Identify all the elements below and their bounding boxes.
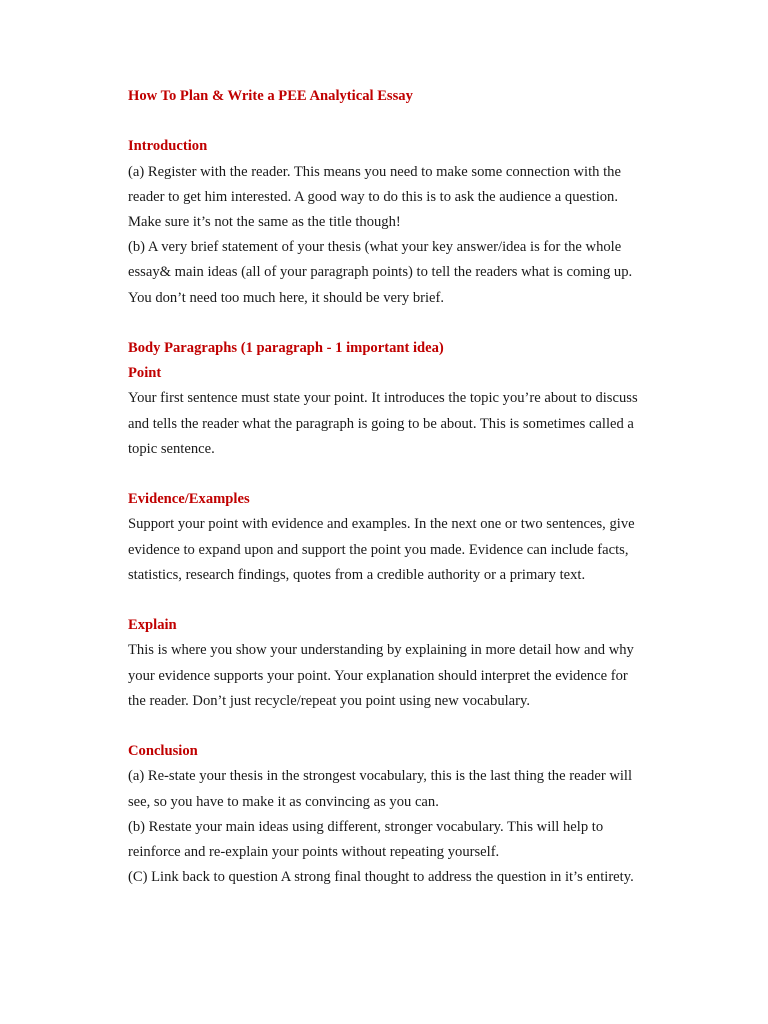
evidence-heading: Evidence/Examples bbox=[128, 491, 250, 508]
conclusion-paragraph-c: (C) Link back to question A strong final thought to address the question in it’s entirety. bbox=[128, 869, 634, 886]
document-title: How To Plan & Write a PEE Analytical Essay bbox=[128, 88, 413, 104]
document-page bbox=[128, 84, 648, 890]
spacer bbox=[128, 714, 648, 739]
evidence-paragraph: Support your point with evidence and examples. In the next one or two sentences, give evidence to expand upon and support the point you made. Evidence can include facts, statistics, research findings, quotes from a credible authority or a primary text. bbox=[128, 516, 635, 583]
point-paragraph: Your first sentence must state your point. It introduces the topic you’re about to discuss and tells the reader what the paragraph is going to be about. This is sometimes called a topic sentence. bbox=[128, 390, 638, 457]
spacer bbox=[128, 588, 648, 613]
introduction-paragraph-a: (a) Register with the reader. This means you need to make some connection with the reader to get him interested. A good way to do this is to ask the audience a question. Make sure it’s not the same as the title though! bbox=[128, 163, 621, 230]
point-heading: Point bbox=[128, 365, 162, 382]
explain-paragraph: This is where you show your understanding by explaining in more detail how and why your evidence supports your point. Your explanation should interpret the evidence for the reader. Don’t just recycle/repeat you point using new vocabulary. bbox=[128, 642, 634, 709]
spacer bbox=[128, 462, 648, 487]
body-paragraphs-heading: Body Paragraphs (1 paragraph - 1 important idea) bbox=[128, 340, 444, 356]
introduction-paragraph-b: (b) A very brief statement of your thesis (what your key answer/idea is for the whole essay& main ideas (all of your paragraph points) to tell the readers what is coming up. You don’t need too much here, it should be very brief. bbox=[128, 239, 633, 306]
conclusion-paragraph-a: (a) Re-state your thesis in the strongest vocabulary, this is the last thing the reader will see, so you have to make it as convincing as you can. bbox=[128, 768, 633, 810]
introduction-heading: Introduction bbox=[128, 138, 208, 155]
conclusion-paragraph-b: (b) Restate your main ideas using different, stronger vocabulary. This will help to reinforce and re-explain your points without repeating yourself. bbox=[128, 818, 604, 861]
conclusion-heading: Conclusion bbox=[128, 743, 198, 760]
spacer bbox=[128, 311, 648, 336]
explain-heading: Explain bbox=[128, 617, 177, 634]
